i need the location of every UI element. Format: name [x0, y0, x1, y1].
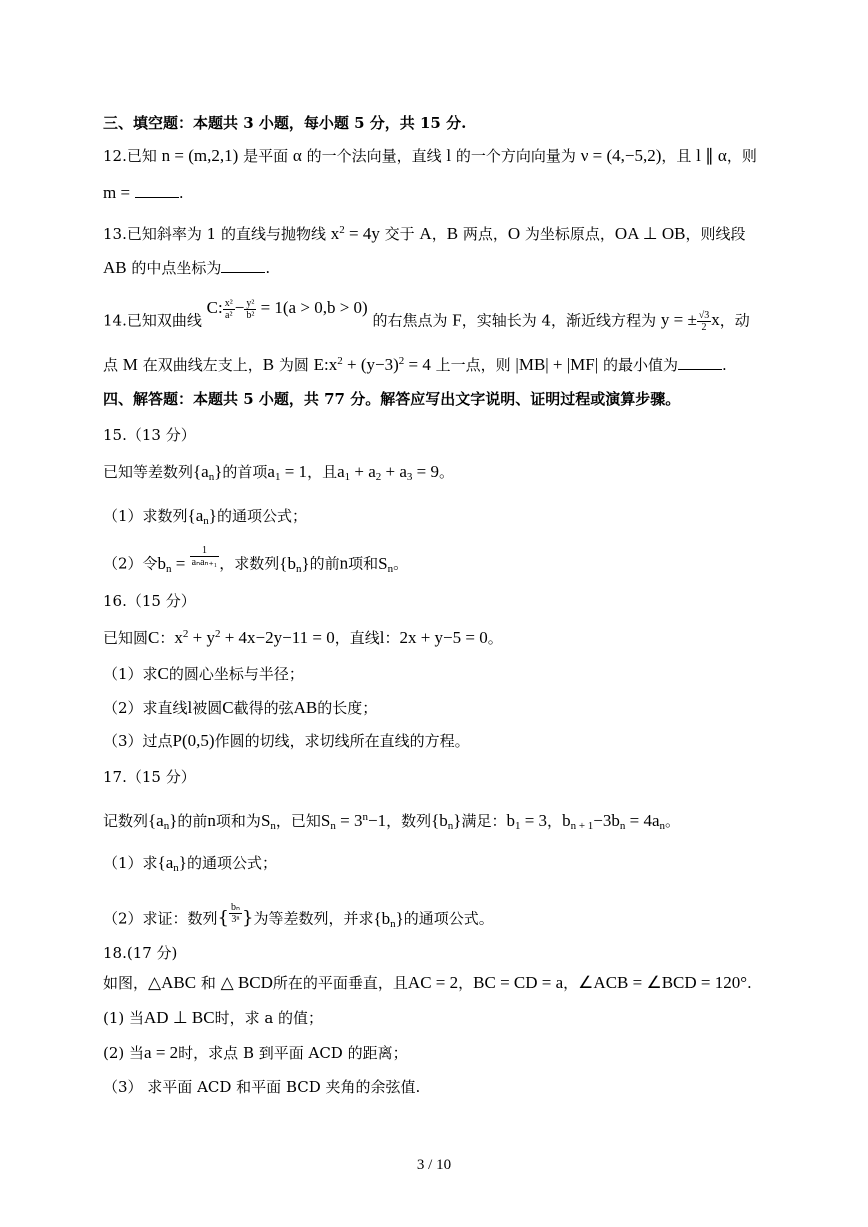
q13-number: 13. [103, 225, 127, 243]
q15-part2: （2）令$b_n$ = $\frac{1}{\text{aₙaₙ₊₁}}$ ，求数列$\{b_n\}$的前n项和$S_n$。 [103, 545, 409, 575]
q15-part1: （1）求数列$\{a_n\}$的通项公式； [103, 506, 307, 527]
q17-part2: （2）求证：数列{ $\frac{\text{bₙ}}{\text{3ⁿ}}$ }为等差数列，并求$\{b_n\}$的通项公式。 [103, 902, 494, 930]
question-14-cont: 点 M 在双曲线左支上，B 为圆 $E:x^2 + (y-3)^2 = 4$ 上一点，则 |MB| + |MF| 的最小值为 . [103, 355, 727, 374]
section4-heading: 四、解答题：本题共 5 小题，共 77 分。解答应写出文字说明、证明过程或演算步骤。 [103, 390, 681, 408]
q15-heading: 15.（13 分） [103, 426, 196, 444]
q16-heading: 16.（15 分） [103, 592, 196, 610]
q18-stem: 如图，△ABC 和 △ BCD所在的平面垂直，且AC = 2，BC = CD = a，∠ACB = ∠BCD = 120°. [103, 973, 752, 992]
page-number: 3 / 10 [416, 1157, 452, 1173]
q17-part1: （1）求$\{a_n\}$的通项公式； [103, 853, 277, 874]
q15-stem: 已知等差数列$\{a_n\}$的首项$a_1 = 1$，且$a_1 + a_2 + a_3 = 9$。 [103, 462, 455, 483]
q16-part2: （2）求直线l被圆C截得的弦AB的长度； [103, 698, 378, 717]
q12-number: 12. [103, 147, 127, 165]
q18-part2: (2) 当a = 2时，求点 B 到平面 ACD 的距离； [103, 1043, 408, 1062]
question-13-cont: AB 的中点坐标为 . [103, 258, 271, 277]
q18-heading: 18.(17 分) [103, 944, 178, 962]
q17-heading: 17.（15 分） [103, 768, 196, 786]
answer-blank [221, 258, 265, 273]
q18-part3: （3） 求平面 ACD 和平面 BCD 夹角的余弦值. [103, 1078, 421, 1096]
q14-number: 14. [103, 311, 127, 330]
q17-stem: 记数列$\{a_n\}$的前n项和为$S_n$，已知$S_n = 3^n-1$，数列$\{b_n\}$满足：$b_1 = 3$，$b_{n + 1}-3b_n = 4a_n$。 [103, 811, 681, 832]
q16-part3: （3）过点P(0,5)作圆的切线，求切线所在直线的方程。 [103, 731, 470, 750]
section3-heading: 三、填空题：本题共 3 小题，每小题 5 分，共 15 分. [103, 114, 467, 132]
question-12: 12.已知 n = (m,2,1) 是平面 α 的一个法向量，直线 l 的一个方向向量为 ν = (4,−5,2)，且 l ∥ α，则 [103, 146, 757, 165]
answer-blank [135, 183, 179, 198]
q16-stem: 已知圆C：$x^2 + y^2 + 4x-2y-11 = 0$，直线l：2x + y−5 = 0。 [103, 628, 503, 647]
q18-part1: (1) 当AD ⊥ BC时，求 a 的值； [103, 1008, 324, 1027]
q16-part1: （1）求C的圆心坐标与半径； [103, 664, 304, 683]
answer-blank [678, 355, 722, 370]
question-14: 14.已知双曲线 C: $\frac{\text{x²}}{\text{a²}}$ − $\frac{\text{y²}}{\text{b²}}$ = 1(a > 0,b > 0) 的右焦点为 F，实轴长为 4，渐近线方程为 y = ± $\frac{√3}{2}$ x，动 [103, 298, 750, 333]
question-13: 13.已知斜率为 1 的直线与抛物线 $x^2 = 4y$ 交于 A，B 两点，O 为坐标原点，OA ⊥ OB，则线段 [103, 224, 746, 243]
question-12-cont: m = . [103, 183, 184, 202]
